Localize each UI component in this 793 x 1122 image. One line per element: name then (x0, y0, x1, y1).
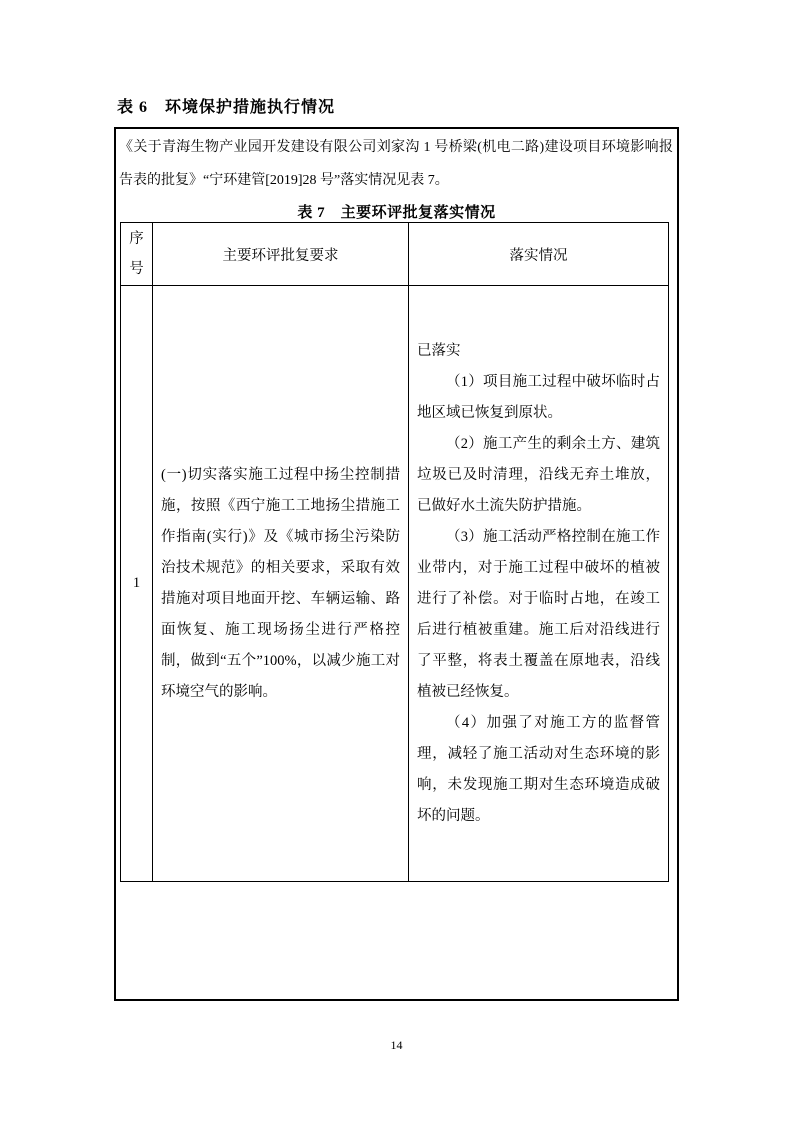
row-status-cell (409, 286, 669, 882)
status-item-4: （4）加强了对施工方的监督管理，减轻了施工活动对生态环境的影响，未发现施工期对生态环境造成破坏的问题。 (417, 714, 660, 824)
approval-intro-paragraph: 《关于青海生物产业园开发建设有限公司刘家沟 1 号桥梁(机电二路)建设项目环境影响报告表的批复》“宁环建管[2019]28 号”落实情况见表 7。 (119, 140, 673, 188)
table7-data-row (121, 286, 669, 882)
header-status: 落实情况 (409, 223, 669, 286)
header-serial-number (121, 223, 153, 286)
header-serial-number-label: 序号 (129, 231, 144, 277)
page-number: 14 (390, 1038, 403, 1052)
table7-header-row (121, 223, 669, 286)
requirement-paragraph: (一)切实落实施工过程中扬尘控制措施，按照《西宁施工工地扬尘措施工作指南(实行)》及《城市扬尘污染防治技术规范》的相关要求，采取有效措施对项目地面开挖、车辆运输、路面恢复、施工现场扬尘进行严格控制，做到“五个”100%，以减少施工对环境空气的影响。 (161, 466, 400, 700)
row-requirement-cell (153, 286, 409, 882)
table7 (120, 222, 669, 882)
status-item-2: （2）施工产生的剩余土方、建筑垃圾已及时清理，沿线无弃土堆放，已做好水土流失防护措施。 (417, 435, 660, 514)
table7-caption: 表 7 主要环评批复落实情况 (297, 205, 496, 221)
status-lead: 已落实 (417, 342, 461, 359)
header-requirement: 主要环评批复要求 (153, 223, 409, 286)
table6-title: 表 6 环境保护措施执行情况 (117, 99, 336, 116)
table6-content-box (114, 127, 679, 1001)
row-serial-number: 1 (121, 286, 153, 882)
status-item-3: （3）施工活动严格控制在施工作业带内，对于施工过程中破坏的植被进行了补偿。对于临时占地，在竣工后进行植被重建。施工后对沿线进行了平整，将表土覆盖在原地表，沿线植被已经恢复。 (417, 528, 660, 700)
status-item-1: （1）项目施工过程中破坏临时占地区域已恢复到原状。 (417, 373, 660, 421)
